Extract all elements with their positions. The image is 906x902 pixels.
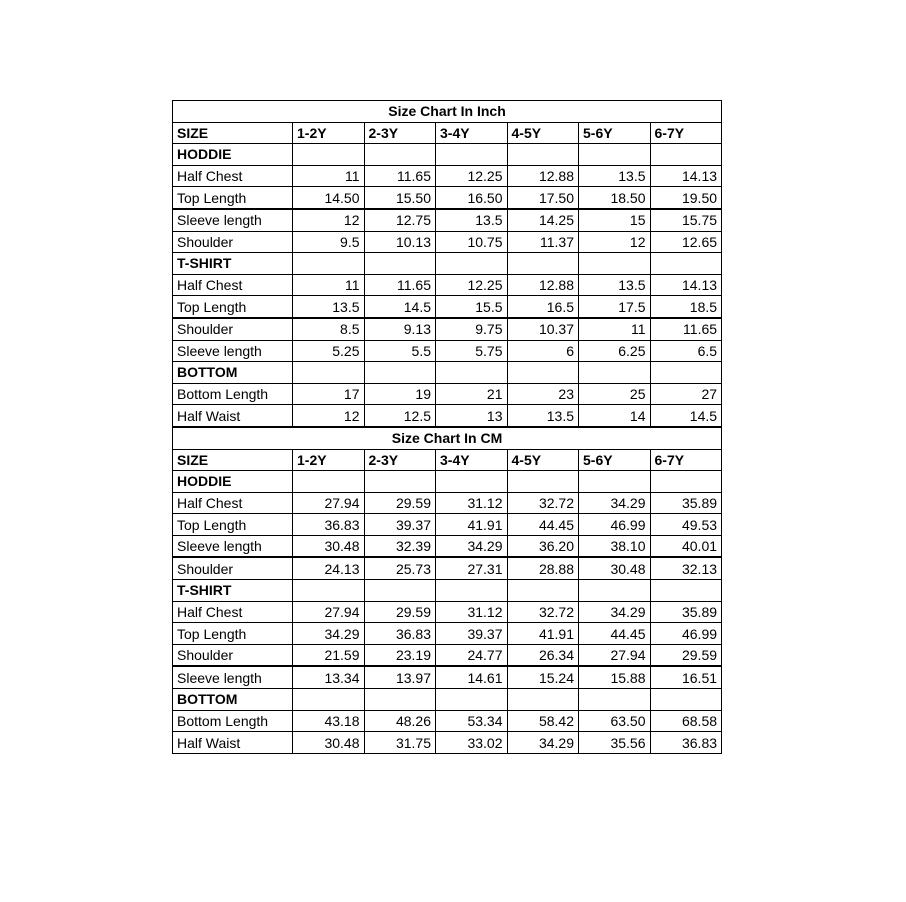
row-label: Half Waist — [173, 732, 293, 754]
age-column-header: 5-6Y — [579, 449, 651, 471]
size-value: 11.65 — [364, 274, 436, 296]
size-value: 53.34 — [436, 710, 508, 732]
row-label: Sleeve length — [173, 340, 293, 362]
size-chart-table-inch — [172, 100, 722, 427]
age-column-header: 4-5Y — [507, 449, 579, 471]
table-row — [173, 666, 722, 688]
size-value — [650, 580, 722, 602]
size-value: 15.5 — [436, 296, 508, 318]
size-value: 14.13 — [650, 274, 722, 296]
size-value — [507, 580, 579, 602]
size-value: 17.5 — [579, 296, 651, 318]
size-value: 15.88 — [579, 666, 651, 688]
size-value — [364, 362, 436, 384]
size-value: 13.5 — [293, 296, 365, 318]
size-value — [650, 362, 722, 384]
size-value: 27.94 — [293, 492, 365, 514]
size-value: 12.75 — [364, 209, 436, 231]
size-value — [579, 362, 651, 384]
size-value — [650, 253, 722, 275]
size-value: 29.59 — [364, 492, 436, 514]
size-value: 29.59 — [650, 644, 722, 666]
size-value: 36.83 — [364, 623, 436, 645]
size-value: 16.50 — [436, 187, 508, 209]
row-label: Shoulder — [173, 231, 293, 253]
size-value: 5.25 — [293, 340, 365, 362]
size-value: 14.5 — [650, 405, 722, 427]
size-value: 30.48 — [579, 557, 651, 579]
row-label: Top Length — [173, 296, 293, 318]
table-row — [173, 187, 722, 209]
size-value: 13.5 — [579, 274, 651, 296]
size-value: 13.5 — [579, 165, 651, 187]
size-value: 46.99 — [650, 623, 722, 645]
size-value — [507, 689, 579, 711]
section-row — [173, 362, 722, 384]
size-value: 15 — [579, 209, 651, 231]
size-value — [364, 144, 436, 166]
size-value: 16.51 — [650, 666, 722, 688]
size-value — [579, 253, 651, 275]
section-row — [173, 144, 722, 166]
size-value: 63.50 — [579, 710, 651, 732]
age-column-header: 5-6Y — [579, 122, 651, 144]
size-column-header: SIZE — [173, 449, 293, 471]
size-value — [507, 362, 579, 384]
size-value: 35.89 — [650, 492, 722, 514]
row-label: Shoulder — [173, 557, 293, 579]
age-column-header: 4-5Y — [507, 122, 579, 144]
size-value: 30.48 — [293, 732, 365, 754]
row-label: Shoulder — [173, 318, 293, 340]
size-value: 6.25 — [579, 340, 651, 362]
size-value: 32.72 — [507, 492, 579, 514]
size-value: 31.12 — [436, 601, 508, 623]
size-value — [436, 471, 508, 493]
size-value: 12.88 — [507, 165, 579, 187]
size-value: 38.10 — [579, 535, 651, 557]
size-value: 39.37 — [364, 514, 436, 536]
size-value: 41.91 — [436, 514, 508, 536]
row-label: Sleeve length — [173, 209, 293, 231]
age-column-header: 2-3Y — [364, 122, 436, 144]
size-value — [364, 580, 436, 602]
section-label: BOTTOM — [173, 689, 293, 711]
table-row — [173, 557, 722, 579]
age-column-header: 1-2Y — [293, 122, 365, 144]
table-row — [173, 209, 722, 231]
table-title-row — [173, 101, 722, 123]
size-value: 36.20 — [507, 535, 579, 557]
row-label: Top Length — [173, 514, 293, 536]
size-value: 13.97 — [364, 666, 436, 688]
table-row — [173, 644, 722, 666]
size-value — [436, 580, 508, 602]
section-label: BOTTOM — [173, 362, 293, 384]
size-value: 44.45 — [507, 514, 579, 536]
size-value: 23 — [507, 383, 579, 405]
size-value: 33.02 — [436, 732, 508, 754]
size-value: 19.50 — [650, 187, 722, 209]
size-value: 31.75 — [364, 732, 436, 754]
table-title: Size Chart In Inch — [173, 101, 722, 123]
table-row — [173, 274, 722, 296]
size-value: 35.89 — [650, 601, 722, 623]
size-value: 9.5 — [293, 231, 365, 253]
size-value: 13.5 — [436, 209, 508, 231]
size-value: 25 — [579, 383, 651, 405]
size-value: 12.5 — [364, 405, 436, 427]
size-chart-table-cm — [172, 427, 722, 754]
size-value: 6 — [507, 340, 579, 362]
size-value: 27.31 — [436, 557, 508, 579]
section-row — [173, 580, 722, 602]
size-value: 34.29 — [507, 732, 579, 754]
table-row — [173, 340, 722, 362]
table-row — [173, 601, 722, 623]
age-column-header: 2-3Y — [364, 449, 436, 471]
size-value: 17 — [293, 383, 365, 405]
size-value: 15.50 — [364, 187, 436, 209]
size-value — [507, 471, 579, 493]
table-title-row — [173, 427, 722, 449]
size-value: 27.94 — [579, 644, 651, 666]
size-value: 44.45 — [579, 623, 651, 645]
size-value: 21.59 — [293, 644, 365, 666]
size-value: 27 — [650, 383, 722, 405]
size-value: 34.29 — [579, 492, 651, 514]
size-value: 12.88 — [507, 274, 579, 296]
size-value: 11 — [293, 165, 365, 187]
table-row — [173, 165, 722, 187]
size-value: 24.13 — [293, 557, 365, 579]
size-value: 32.72 — [507, 601, 579, 623]
size-value: 34.29 — [293, 623, 365, 645]
row-label: Bottom Length — [173, 383, 293, 405]
size-value: 12.25 — [436, 274, 508, 296]
size-value: 9.13 — [364, 318, 436, 340]
size-value: 10.37 — [507, 318, 579, 340]
section-row — [173, 471, 722, 493]
section-label: HODDIE — [173, 144, 293, 166]
size-value: 14.50 — [293, 187, 365, 209]
size-value: 9.75 — [436, 318, 508, 340]
size-value: 11.65 — [364, 165, 436, 187]
size-value: 5.75 — [436, 340, 508, 362]
table-row — [173, 732, 722, 754]
size-value — [436, 144, 508, 166]
size-value: 5.5 — [364, 340, 436, 362]
size-value — [293, 471, 365, 493]
size-value: 24.77 — [436, 644, 508, 666]
section-label: HODDIE — [173, 471, 293, 493]
age-column-header: 3-4Y — [436, 449, 508, 471]
size-value: 46.99 — [579, 514, 651, 536]
table-row — [173, 623, 722, 645]
table-row — [173, 710, 722, 732]
size-value — [293, 580, 365, 602]
size-value: 34.29 — [436, 535, 508, 557]
table-row — [173, 514, 722, 536]
size-value: 36.83 — [293, 514, 365, 536]
size-value — [293, 689, 365, 711]
size-value: 6.5 — [650, 340, 722, 362]
size-value: 11.37 — [507, 231, 579, 253]
size-value: 10.13 — [364, 231, 436, 253]
row-label: Bottom Length — [173, 710, 293, 732]
size-value — [293, 253, 365, 275]
size-value — [293, 144, 365, 166]
size-value: 13 — [436, 405, 508, 427]
size-value: 21 — [436, 383, 508, 405]
size-value: 40.01 — [650, 535, 722, 557]
table-row — [173, 405, 722, 427]
row-label: Half Chest — [173, 165, 293, 187]
row-label: Sleeve length — [173, 535, 293, 557]
size-value: 28.88 — [507, 557, 579, 579]
size-value: 14.61 — [436, 666, 508, 688]
size-value: 36.83 — [650, 732, 722, 754]
column-header-row — [173, 449, 722, 471]
table-row — [173, 383, 722, 405]
size-value: 35.56 — [579, 732, 651, 754]
age-column-header: 1-2Y — [293, 449, 365, 471]
size-value: 14.5 — [364, 296, 436, 318]
row-label: Top Length — [173, 623, 293, 645]
size-value: 26.34 — [507, 644, 579, 666]
row-label: Top Length — [173, 187, 293, 209]
size-value — [650, 689, 722, 711]
size-value: 12 — [293, 405, 365, 427]
size-value: 14.25 — [507, 209, 579, 231]
table-row — [173, 535, 722, 557]
row-label: Half Waist — [173, 405, 293, 427]
size-value: 11.65 — [650, 318, 722, 340]
table-row — [173, 231, 722, 253]
table-title: Size Chart In CM — [173, 427, 722, 449]
size-value: 12 — [293, 209, 365, 231]
size-value: 43.18 — [293, 710, 365, 732]
size-value: 31.12 — [436, 492, 508, 514]
size-value — [364, 471, 436, 493]
size-value: 27.94 — [293, 601, 365, 623]
size-value: 39.37 — [436, 623, 508, 645]
row-label: Half Chest — [173, 492, 293, 514]
size-value — [507, 144, 579, 166]
size-value: 13.5 — [507, 405, 579, 427]
size-value: 23.19 — [364, 644, 436, 666]
size-value: 48.26 — [364, 710, 436, 732]
size-value: 14 — [579, 405, 651, 427]
size-value: 34.29 — [579, 601, 651, 623]
size-value: 11 — [579, 318, 651, 340]
age-column-header: 6-7Y — [650, 449, 722, 471]
size-value — [507, 253, 579, 275]
row-label: Half Chest — [173, 274, 293, 296]
table-row — [173, 296, 722, 318]
size-value: 19 — [364, 383, 436, 405]
size-value: 11 — [293, 274, 365, 296]
size-column-header: SIZE — [173, 122, 293, 144]
size-value: 18.50 — [579, 187, 651, 209]
size-value: 13.34 — [293, 666, 365, 688]
size-value — [579, 689, 651, 711]
size-value: 12.65 — [650, 231, 722, 253]
row-label: Shoulder — [173, 644, 293, 666]
size-chart-tables — [172, 100, 721, 754]
size-value: 15.24 — [507, 666, 579, 688]
size-value — [293, 362, 365, 384]
column-header-row — [173, 122, 722, 144]
size-value: 32.13 — [650, 557, 722, 579]
age-column-header: 6-7Y — [650, 122, 722, 144]
size-value — [436, 253, 508, 275]
size-value: 41.91 — [507, 623, 579, 645]
row-label: Half Chest — [173, 601, 293, 623]
table-row — [173, 492, 722, 514]
size-value: 18.5 — [650, 296, 722, 318]
size-value: 30.48 — [293, 535, 365, 557]
size-value — [436, 362, 508, 384]
section-label: T-SHIRT — [173, 580, 293, 602]
size-value — [436, 689, 508, 711]
size-value: 8.5 — [293, 318, 365, 340]
size-value: 14.13 — [650, 165, 722, 187]
size-value: 15.75 — [650, 209, 722, 231]
size-value: 25.73 — [364, 557, 436, 579]
size-value: 68.58 — [650, 710, 722, 732]
size-value: 49.53 — [650, 514, 722, 536]
size-value: 32.39 — [364, 535, 436, 557]
size-value: 29.59 — [364, 601, 436, 623]
size-value: 17.50 — [507, 187, 579, 209]
size-value — [579, 471, 651, 493]
size-value: 58.42 — [507, 710, 579, 732]
size-value — [364, 689, 436, 711]
row-label: Sleeve length — [173, 666, 293, 688]
size-value: 16.5 — [507, 296, 579, 318]
size-value — [364, 253, 436, 275]
size-value — [579, 144, 651, 166]
size-value — [650, 144, 722, 166]
size-value — [650, 471, 722, 493]
table-row — [173, 318, 722, 340]
size-value: 12.25 — [436, 165, 508, 187]
section-row — [173, 253, 722, 275]
size-value — [579, 580, 651, 602]
section-label: T-SHIRT — [173, 253, 293, 275]
size-value: 10.75 — [436, 231, 508, 253]
age-column-header: 3-4Y — [436, 122, 508, 144]
section-row — [173, 689, 722, 711]
size-value: 12 — [579, 231, 651, 253]
